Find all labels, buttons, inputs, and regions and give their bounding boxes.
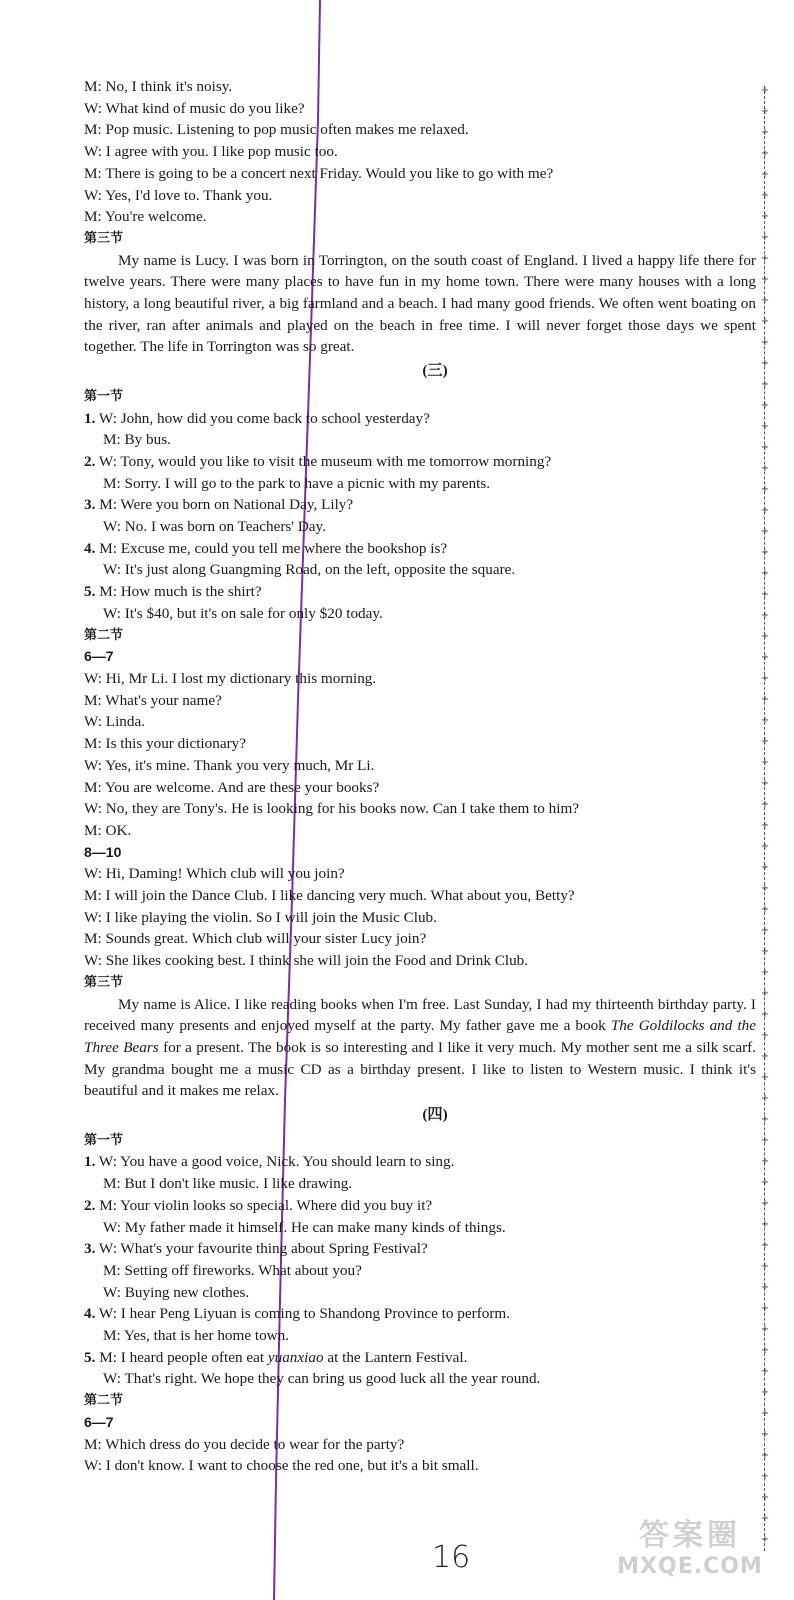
binding-tick: + xyxy=(760,1156,770,1167)
section-heading: 第一节 xyxy=(84,1132,124,1148)
binding-tick: + xyxy=(760,799,770,810)
binding-tick: + xyxy=(760,1009,770,1020)
dialogue-line: M: OK. xyxy=(84,821,132,839)
dialogue-line: M: I will join the Dance Club. I like dancing very much. What about you, Betty? xyxy=(84,887,575,905)
dialogue-line: M: Yes, that is her home town. xyxy=(103,1327,290,1345)
part-title: (四) xyxy=(422,1106,448,1124)
binding-tick: + xyxy=(760,1135,770,1146)
answer-transcript-page xyxy=(84,76,756,1477)
binding-tick: + xyxy=(760,673,770,684)
question-number: 5. xyxy=(84,1348,96,1366)
binding-tick: + xyxy=(760,1114,770,1125)
dialogue-line: M: Which dress do you decide to wear for the party? xyxy=(84,1435,405,1453)
binding-tick: + xyxy=(760,1177,770,1188)
dialogue-line: W: I hear Peng Liyuan is coming to Shandong Province to perform. xyxy=(98,1305,511,1323)
dialogue-line: M: Sorry. I will go to the park to have a picnic with my parents. xyxy=(103,474,491,492)
binding-tick: + xyxy=(760,526,770,537)
dialogue-line: W: Hi, Daming! Which club will you join? xyxy=(84,865,345,883)
binding-tick: + xyxy=(760,1534,770,1545)
binding-tick: + xyxy=(760,946,770,957)
binding-tick: + xyxy=(760,967,770,978)
watermark-url: MXQE.COM xyxy=(617,1554,763,1579)
binding-tick: + xyxy=(760,1261,770,1272)
question-number: 2. xyxy=(84,452,96,470)
binding-tick: + xyxy=(760,1198,770,1209)
dialogue-line: W: No. I was born on Teachers' Day. xyxy=(103,518,326,536)
binding-tick: + xyxy=(760,1345,770,1356)
binding-tick: + xyxy=(760,715,770,726)
binding-tick: + xyxy=(760,736,770,747)
binding-tick: + xyxy=(760,106,770,117)
binding-tick: + xyxy=(760,232,770,243)
binding-tick: + xyxy=(760,463,770,474)
binding-tick: + xyxy=(760,1366,770,1377)
question-item xyxy=(84,451,756,494)
dialogue-line: M: Were you born on National Day, Lily? xyxy=(99,496,354,514)
binding-tick: + xyxy=(760,1219,770,1230)
dialogue-line: M: But I don't like music. I like drawing. xyxy=(103,1175,353,1193)
question-item xyxy=(84,1238,756,1303)
dialogue-line: M: How much is the shirt? xyxy=(99,583,262,601)
dialogue-line: W: I like playing the violin. So I will join the Music Club. xyxy=(84,908,437,926)
binding-tick: + xyxy=(760,1492,770,1503)
binding-tick: + xyxy=(760,1471,770,1482)
dialogue-line: M: By bus. xyxy=(103,431,171,449)
part-title: (三) xyxy=(422,362,448,380)
question-number: 4. xyxy=(84,1305,96,1323)
binding-tick: + xyxy=(760,904,770,915)
italic-term: yuanxiao xyxy=(267,1348,324,1366)
section-heading: 第三节 xyxy=(84,230,124,246)
binding-tick-marks xyxy=(759,86,771,1551)
dialogue-line: W: Yes, it's mine. Thank you very much, Mr Li. xyxy=(84,756,375,774)
binding-tick: + xyxy=(760,505,770,516)
dialogue-line: W: Hi, Mr Li. I lost my dictionary this morning. xyxy=(84,669,377,687)
dialogue-line: M: There is going to be a concert next Friday. Would you like to go with me? xyxy=(84,164,554,182)
binding-tick: + xyxy=(760,274,770,285)
binding-tick: + xyxy=(760,547,770,558)
dialogue-line: M: You are welcome. And are these your books? xyxy=(84,778,380,796)
binding-tick: + xyxy=(760,1513,770,1524)
binding-tick: + xyxy=(760,694,770,705)
binding-tick: + xyxy=(760,988,770,999)
dialogue-line: W: Buying new clothes. xyxy=(103,1283,250,1301)
binding-tick: + xyxy=(760,1429,770,1440)
question-item xyxy=(84,408,756,451)
dialogue-line: M: Pop music. Listening to pop music often makes me relaxed. xyxy=(84,121,469,139)
binding-tick: + xyxy=(760,1030,770,1041)
dialogue-line: W: I don't know. I want to choose the red one, but it's a bit small. xyxy=(84,1457,479,1475)
watermark-text: 答案圈 xyxy=(639,1518,741,1553)
binding-tick: + xyxy=(760,169,770,180)
binding-tick: + xyxy=(760,631,770,642)
binding-tick: + xyxy=(760,1450,770,1461)
question-item xyxy=(84,494,756,537)
binding-tick: + xyxy=(760,127,770,138)
question-item xyxy=(84,1303,756,1346)
binding-tick: + xyxy=(760,316,770,327)
binding-tick: + xyxy=(760,337,770,348)
dialogue-line: W: Yes, I'd love to. Thank you. xyxy=(84,186,273,204)
dialogue-text: at the Lantern Festival. xyxy=(323,1348,468,1366)
binding-tick: + xyxy=(760,358,770,369)
question-number: 4. xyxy=(84,539,96,557)
binding-tick: + xyxy=(760,820,770,831)
book-title: The Goldilocks and the Three Bears xyxy=(84,1017,756,1056)
question-number: 3. xyxy=(84,496,96,514)
binding-tick: + xyxy=(760,652,770,663)
binding-tick: + xyxy=(760,295,770,306)
binding-tick: + xyxy=(760,841,770,852)
part2-dialogue xyxy=(84,76,756,228)
binding-tick: + xyxy=(760,1303,770,1314)
dialogue-line: W: What kind of music do you like? xyxy=(84,99,305,117)
dialogue-line: W: It's just along Guangming Road, on the left, opposite the square. xyxy=(103,561,516,579)
dialogue-group xyxy=(84,1434,756,1477)
question-group-label: 6—7 xyxy=(84,648,114,665)
dialogue-line: M: No, I think it's noisy. xyxy=(84,78,233,95)
question-item xyxy=(84,1151,756,1194)
binding-tick: + xyxy=(760,400,770,411)
binding-tick: + xyxy=(760,85,770,96)
passage-text: My name is Alice. I like reading books when I'm free. Last Sunday, I had my thirteenth birthday party. I received many presents and enjoyed myself at the party. My father gave me a book xyxy=(84,995,756,1035)
dialogue-line: W: John, how did you come back to school yesterday? xyxy=(98,409,430,427)
question-number: 1. xyxy=(84,1153,96,1171)
dialogue-line: W: My father made it himself. He can make many kinds of things. xyxy=(103,1218,506,1236)
question-number: 3. xyxy=(84,1240,96,1258)
dialogue-line: M: What's your name? xyxy=(84,691,222,709)
question-group-label: 6—7 xyxy=(84,1413,114,1430)
passage-text: for a present. The book is so interesting and I like it very much. My mother sent me a silk scarf. My grandma bought me a music CD as a birthday present. I like to listen to Western music. I think it's beautiful and it makes me relax. xyxy=(84,1038,756,1100)
question-item xyxy=(84,581,756,624)
binding-tick: + xyxy=(760,862,770,873)
question-item xyxy=(84,1195,756,1238)
dialogue-line: W: Linda. xyxy=(84,713,146,731)
dialogue-line: W: No, they are Tony's. He is looking for his books now. Can I take them to him? xyxy=(84,800,580,818)
passage-paragraph: My name is Lucy. I was born in Torrington, on the south coast of England. I lived a happy life there for twelve years. There were many places to have fun in my home town. There were many houses with a long history, a long beautiful river, a big farmland and a beach. I had many good friends. We often went boating on the river, ran after animals and played on the beach in free time. I will never forget those days we spent together. The life in Torrington was so great. xyxy=(84,251,756,356)
question-group-label: 8—10 xyxy=(84,843,122,860)
dialogue-line: M: You're welcome. xyxy=(84,208,207,226)
binding-tick: + xyxy=(760,757,770,768)
binding-tick: + xyxy=(760,610,770,621)
dialogue-line: M: Setting off fireworks. What about you? xyxy=(103,1261,362,1279)
dialogue-line: M: Your violin looks so special. Where did you buy it? xyxy=(99,1196,433,1214)
question-number: 1. xyxy=(84,409,96,427)
binding-tick: + xyxy=(760,778,770,789)
section-heading: 第一节 xyxy=(84,388,124,404)
binding-tick: + xyxy=(760,421,770,432)
binding-tick: + xyxy=(760,253,770,264)
section-heading: 第三节 xyxy=(84,974,124,990)
dialogue-text: M: I heard people often eat xyxy=(99,1348,268,1366)
binding-tick: + xyxy=(760,568,770,579)
binding-tick: + xyxy=(760,589,770,600)
binding-tick: + xyxy=(760,1093,770,1104)
page-number: 16 xyxy=(432,1540,471,1575)
dialogue-line: M: Is this your dictionary? xyxy=(84,735,246,753)
question-item xyxy=(84,538,756,581)
binding-tick: + xyxy=(760,1408,770,1419)
binding-tick: + xyxy=(760,883,770,894)
binding-tick: + xyxy=(760,379,770,390)
dialogue-line: W: She likes cooking best. I think she will join the Food and Drink Club. xyxy=(84,952,529,970)
dialogue-line xyxy=(99,1349,467,1366)
binding-tick: + xyxy=(760,211,770,222)
dialogue-line: W: I agree with you. I like pop music too. xyxy=(84,143,338,161)
dialogue-line: M: Sounds great. Which club will your sister Lucy join? xyxy=(84,930,427,948)
question-item xyxy=(84,1347,756,1390)
passage-paragraph xyxy=(84,994,756,1103)
binding-tick: + xyxy=(760,1051,770,1062)
question-number: 5. xyxy=(84,583,96,601)
dialogue-line: W: What's your favourite thing about Spring Festival? xyxy=(98,1240,428,1258)
dialogue-group xyxy=(84,668,756,842)
dialogue-line: W: It's $40, but it's on sale for only $20 today. xyxy=(103,604,383,622)
watermark-logo xyxy=(600,1510,780,1590)
section-heading: 第二节 xyxy=(84,1393,124,1409)
dialogue-group xyxy=(84,863,756,972)
binding-tick: + xyxy=(760,190,770,201)
binding-tick: + xyxy=(760,484,770,495)
dialogue-line: W: You have a good voice, Nick. You should learn to sing. xyxy=(98,1153,455,1171)
binding-tick: + xyxy=(760,1072,770,1083)
dialogue-line: W: Tony, would you like to visit the museum with me tomorrow morning? xyxy=(98,452,552,470)
binding-tick: + xyxy=(760,148,770,159)
question-number: 2. xyxy=(84,1196,96,1214)
section-heading: 第二节 xyxy=(84,627,124,643)
binding-tick: + xyxy=(760,1324,770,1335)
dialogue-line: W: That's right. We hope they can bring us good luck all the year round. xyxy=(103,1370,541,1388)
binding-tick: + xyxy=(760,1387,770,1398)
binding-tick: + xyxy=(760,1240,770,1251)
dialogue-line: M: Excuse me, could you tell me where the bookshop is? xyxy=(99,539,448,557)
binding-tick: + xyxy=(760,925,770,936)
binding-tick: + xyxy=(760,442,770,453)
binding-tick: + xyxy=(760,1282,770,1293)
